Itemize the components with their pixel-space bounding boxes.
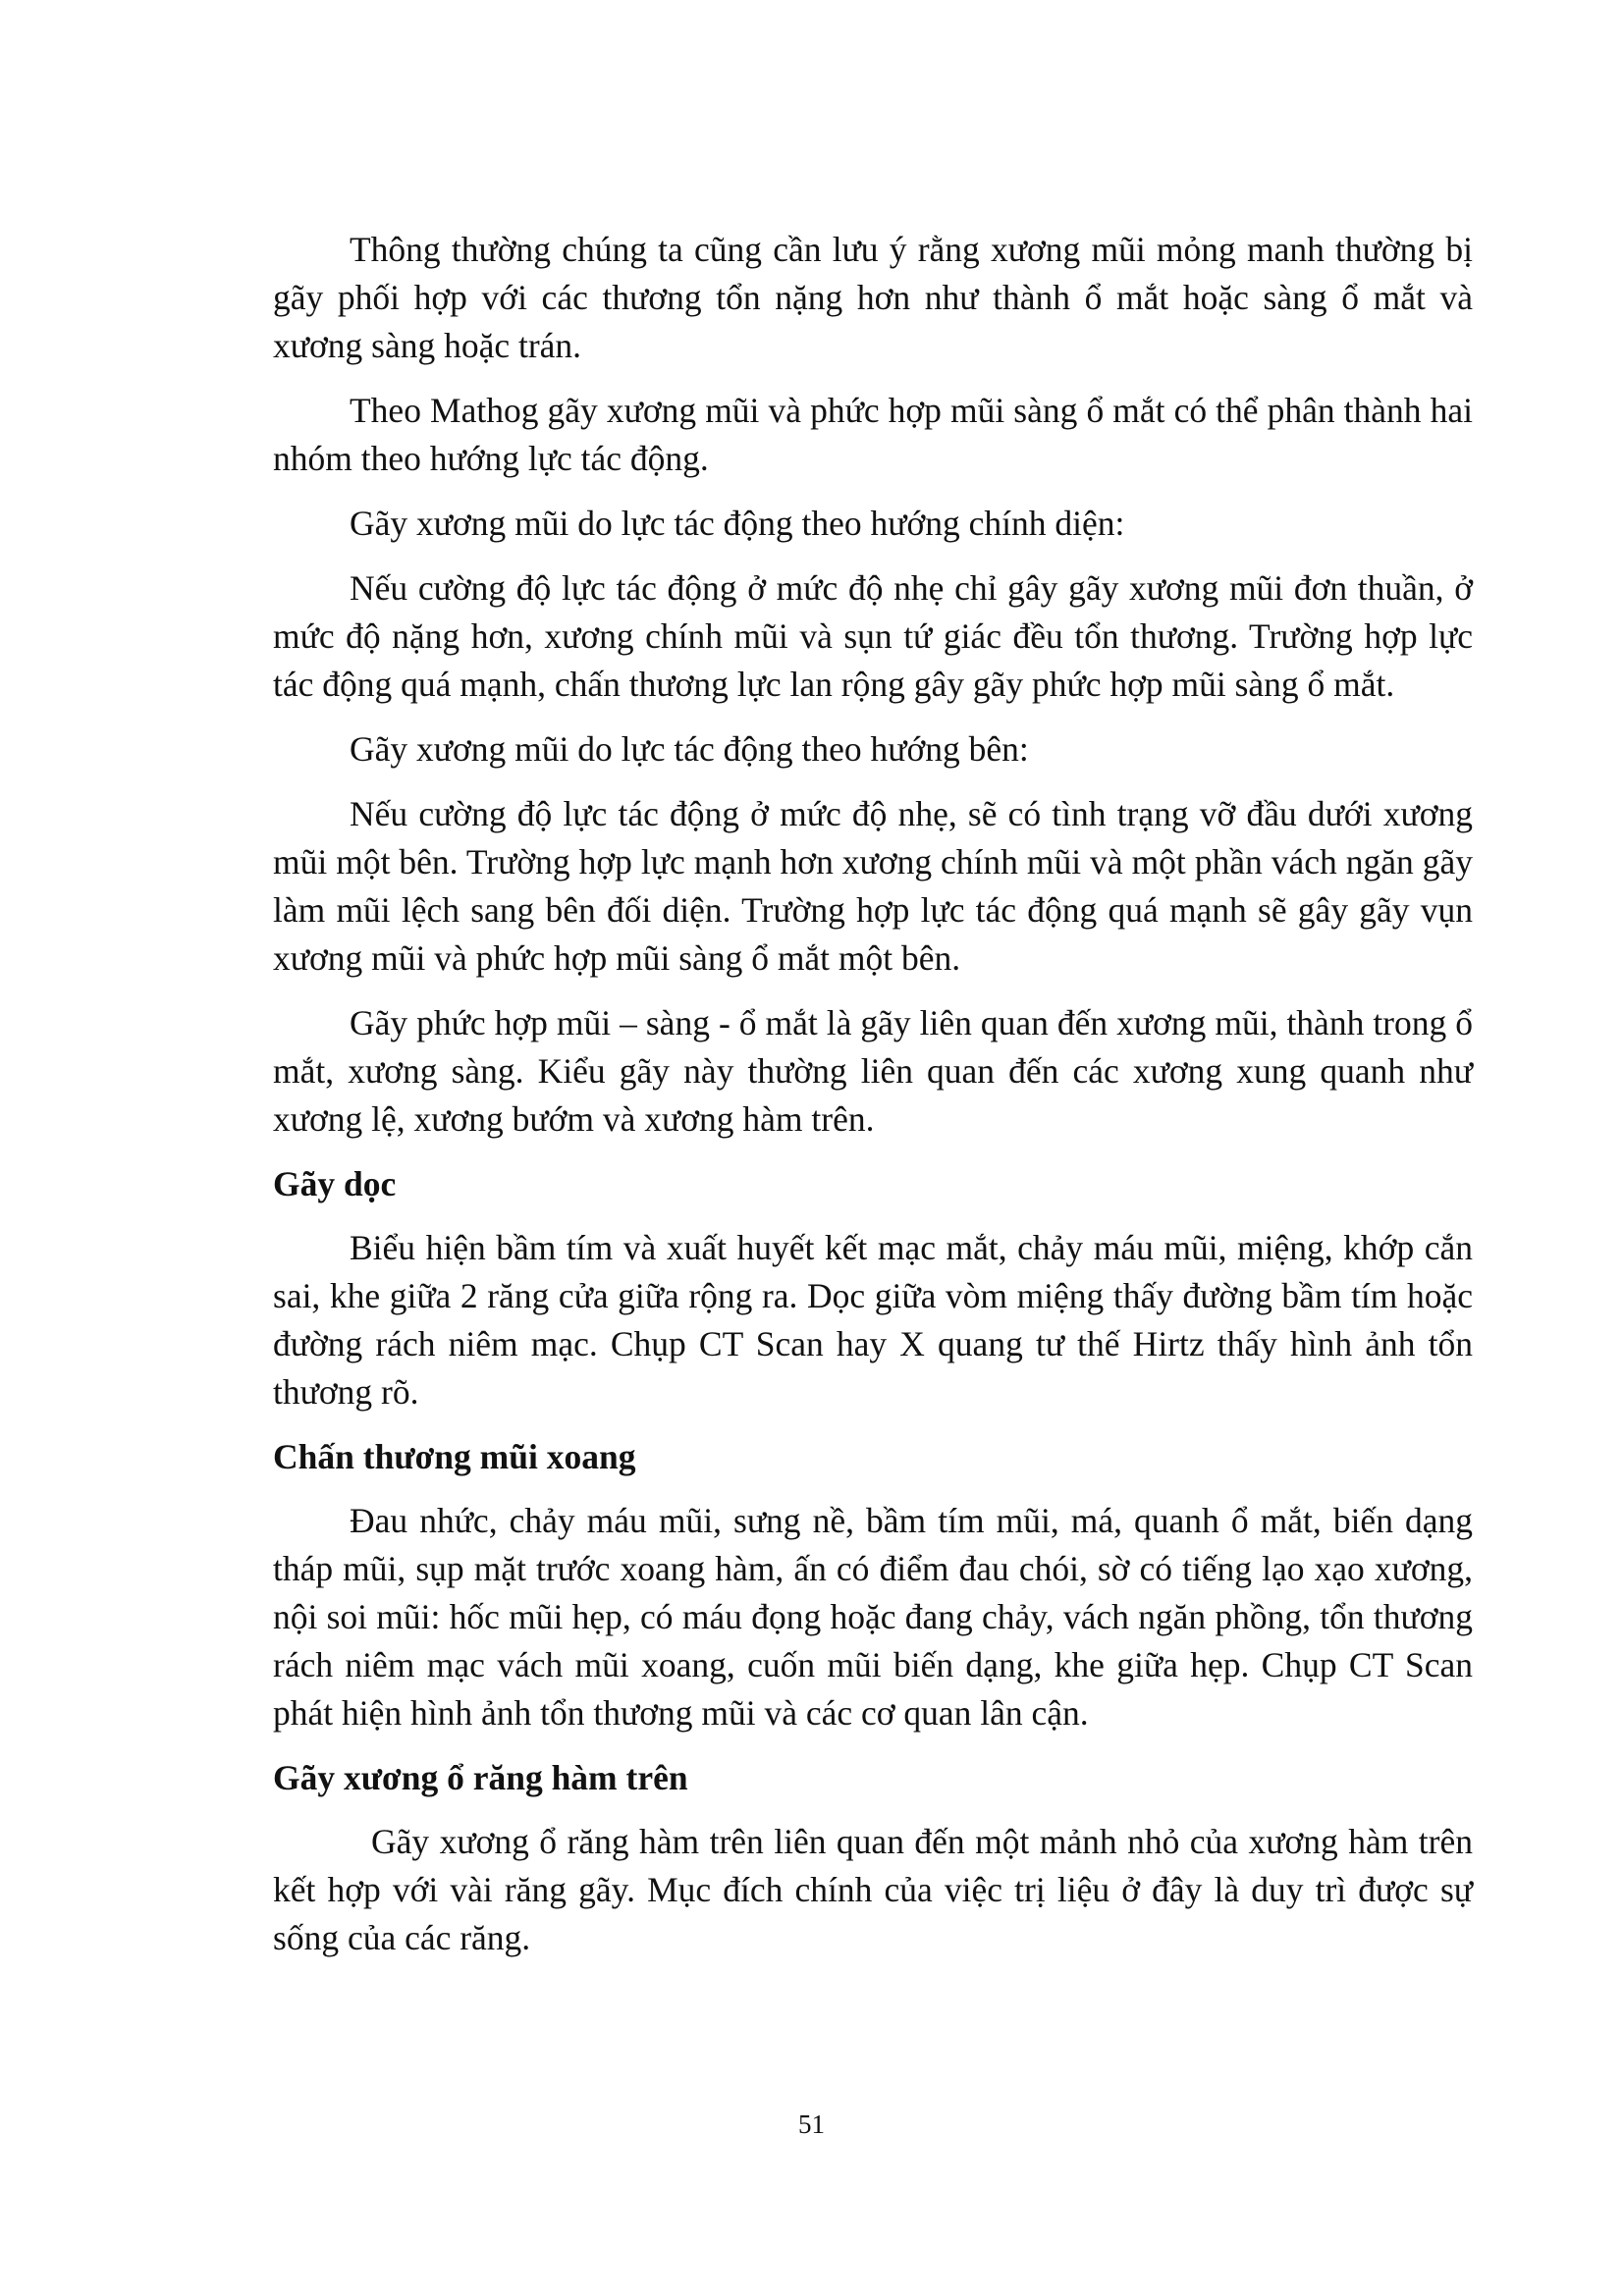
section-paragraph: Đau nhức, chảy máu mũi, sưng nề, bầm tím mũi, má, quanh ổ mắt, biến dạng tháp mũi, sụp mặt trước xoang hàm, ấn có điểm đau chói, sờ có tiếng lạo xạo xương, nội soi mũi: hốc mũi hẹp, có máu đọng hoặc đang chảy, vách ngăn phồng, tổn thương rách niêm mạc vách mũi xoang, cuốn mũi biến dạng, khe giữa hẹp. Chụp CT Scan phát hiện hình ảnh tổn thương mũi và các cơ quan lân cận. xyxy=(273,1501,1473,1733)
section-paragraph: Biểu hiện bầm tím và xuất huyết kết mạc mắt, chảy máu mũi, miệng, khớp cắn sai, khe giữa 2 răng cửa giữa rộng ra. Dọc giữa vòm miệng thấy đường bầm tím hoặc đường rách niêm mạc. Chụp CT Scan hay X quang tư thế Hirtz thấy hình ảnh tổn thương rõ. xyxy=(273,1228,1473,1412)
section-heading: Chấn thương mũi xoang xyxy=(273,1437,636,1476)
paragraph: Gãy phức hợp mũi – sàng - ổ mắt là gãy liên quan đến xương mũi, thành trong ổ mắt, xương sàng. Kiểu gãy này thường liên quan đến các xương xung quanh như xương lệ, xương bướm và xương hàm trên. xyxy=(273,1003,1473,1139)
paragraph: Thông thường chúng ta cũng cần lưu ý rằng xương mũi mỏng manh thường bị gãy phối hợp với các thương tổn nặng hơn như thành ổ mắt hoặc sàng ổ mắt và xương sàng hoặc trán. xyxy=(273,230,1473,365)
paragraph: Nếu cường độ lực tác động ở mức độ nhẹ, sẽ có tình trạng vỡ đầu dưới xương mũi một bên. Trường hợp lực mạnh hơn xương chính mũi và một phần vách ngăn gãy làm mũi lệch sang bên đối diện. Trường hợp lực tác động quá mạnh sẽ gây gãy vụn xương mũi và phức hợp mũi sàng ổ mắt một bên. xyxy=(273,794,1473,978)
page-content xyxy=(273,226,1473,1979)
section-heading: Gãy xương ổ răng hàm trên xyxy=(273,1758,688,1797)
section-heading: Gãy dọc xyxy=(273,1164,397,1203)
paragraph: Nếu cường độ lực tác động ở mức độ nhẹ chỉ gây gãy xương mũi đơn thuần, ở mức độ nặng hơn, xương chính mũi và sụn tứ giác đều tổn thương. Trường hợp lực tác động quá mạnh, chấn thương lực lan rộng gây gãy phức hợp mũi sàng ổ mắt. xyxy=(273,568,1473,704)
paragraph: Theo Mathog gãy xương mũi và phức hợp mũi sàng ổ mắt có thể phân thành hai nhóm theo hướng lực tác động. xyxy=(273,391,1473,478)
page-number: 51 xyxy=(798,2109,825,2139)
paragraph: Gãy xương mũi do lực tác động theo hướng bên: xyxy=(350,729,1029,769)
paragraph: Gãy xương mũi do lực tác động theo hướng chính diện: xyxy=(350,504,1125,543)
section-paragraph: Gãy xương ổ răng hàm trên liên quan đến một mảnh nhỏ của xương hàm trên kết hợp với vài răng gãy. Mục đích chính của việc trị liệu ở đây là duy trì được sự sống của các răng. xyxy=(273,1822,1473,1957)
